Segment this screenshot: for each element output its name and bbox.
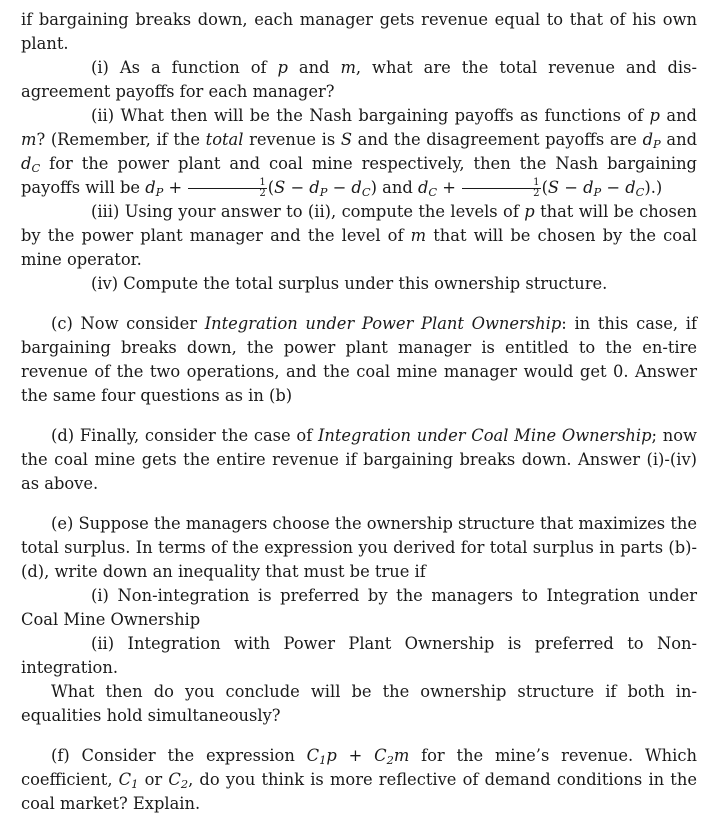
question-text: .) <box>650 178 663 197</box>
connector-text: and <box>298 58 330 77</box>
question-text: for the power plant and coal mine respectively, then the Nash bargaining payoffs will be <box>21 154 697 197</box>
part-text: Suppose the managers choose the ownership structure that maximizes the total surplus. In terms of the expression you derived for total surplus in parts (b)-(d), write down an inequality that must be true if <box>21 514 697 581</box>
part-d-paragraph <box>21 424 697 496</box>
formula-coal-mine-payoff: $d_C$ + $\frac{1}{2}$ $(S - d_P - d_C)$ <box>417 176 651 199</box>
variable-m: m <box>410 226 427 245</box>
part-text: ; now the coal mine gets the entire revenue if bargaining breaks down. Answer (i)-(iv) as above. <box>21 426 697 493</box>
part-c-paragraph <box>21 312 697 408</box>
part-e-subquestion-i <box>21 584 697 632</box>
question-label: (i) <box>91 586 109 605</box>
question-text: Non-integration is preferred by the managers to Integration under Coal Mine Ownership <box>21 586 697 629</box>
part-text: : in this case, if bargaining breaks down, the power plant manager is entitled to the en-tire revenue of the two operations, and the coal mine manager would get 0. Answer the same four questions as in (b) <box>21 314 697 405</box>
question-text: Compute the total surplus under this ownership structure. <box>123 274 608 293</box>
symbol-d-p: $d_P$ <box>642 130 661 151</box>
conclusion-text: What then do you conclude will be the ownership structure if both in-equalities hold simultaneously? <box>21 682 697 725</box>
question-label: (iii) <box>91 202 120 221</box>
question-text: and the disagreement payoffs are <box>357 130 637 149</box>
part-label: (f) <box>51 746 70 765</box>
question-text: Using your answer to (ii), compute the levels of <box>124 202 519 221</box>
question-text: Integration with Power Plant Ownership is preferred to Non-integration. <box>21 634 697 677</box>
part-text: Finally, consider the case of <box>79 426 313 445</box>
part-text: , do you think is more reflective of demand conditions in the coal market? Explain. <box>21 770 697 813</box>
symbol-c2: $C_2$ <box>168 770 189 791</box>
question-label: (iv) <box>91 274 119 293</box>
part-text: for the mine’s revenue. Which coefficient, <box>21 746 697 789</box>
question-text: As a function of <box>119 58 267 77</box>
connector-text: and <box>666 106 697 125</box>
variable-p: p <box>649 106 660 125</box>
question-text: that will be chosen by the coal mine operator. <box>21 226 697 269</box>
question-label: (ii) <box>91 106 115 125</box>
formula-power-plant-payoff: $d_P$ + $\frac{1}{2}$ $(S - d_P - d_C)$ <box>145 176 377 199</box>
part-e-conclusion <box>21 680 697 728</box>
question-label: (i) <box>91 58 109 77</box>
connector-text: and <box>666 130 698 149</box>
connector-text: or <box>144 770 163 789</box>
question-text: , what are the total revenue and dis-agreement payoffs for each manager? <box>21 58 697 101</box>
part-text: Consider the expression <box>81 746 295 765</box>
emphasis-total: total <box>205 130 244 149</box>
variable-p: p <box>277 58 288 77</box>
symbol-c1: $C_1$ <box>118 770 139 791</box>
question-text: ? (Remember, if the <box>36 130 200 149</box>
part-e-subquestion-ii <box>21 632 697 680</box>
question-text: What then will be the Nash bargaining payoffs as functions of <box>120 106 644 125</box>
emphasis-integration-coal-mine: Integration under Coal Mine Ownership <box>317 426 652 445</box>
part-label: (d) <box>51 426 75 445</box>
emphasis-integration-power-plant: Integration under Power Plant Ownership <box>204 314 562 333</box>
part-text: Now consider <box>80 314 197 333</box>
part-b-question-i <box>21 56 697 104</box>
question-label: (ii) <box>91 634 115 653</box>
part-b-question-ii <box>21 104 697 200</box>
part-f-paragraph <box>21 744 697 816</box>
intro-paragraph <box>21 8 697 56</box>
variable-p: p <box>524 202 535 221</box>
part-label: (c) <box>51 314 73 333</box>
intro-text: if bargaining breaks down, each manager gets revenue equal to that of his own plant. <box>21 10 697 53</box>
formula-mine-revenue: $C_1p + C_2m$ <box>306 746 410 767</box>
variable-m: m <box>340 58 356 77</box>
part-label: (e) <box>51 514 74 533</box>
question-text: revenue is <box>249 130 336 149</box>
connector-text: and <box>382 178 413 197</box>
question-text: that will be chosen by the power plant manager and the level of <box>21 202 697 245</box>
variable-m: m <box>21 130 37 149</box>
part-e-paragraph <box>21 512 697 584</box>
part-b-question-iii <box>21 200 697 272</box>
symbol-d-c: $d_C$ <box>21 154 41 175</box>
variable-s: S <box>340 130 352 149</box>
part-b-question-iv <box>21 272 697 296</box>
